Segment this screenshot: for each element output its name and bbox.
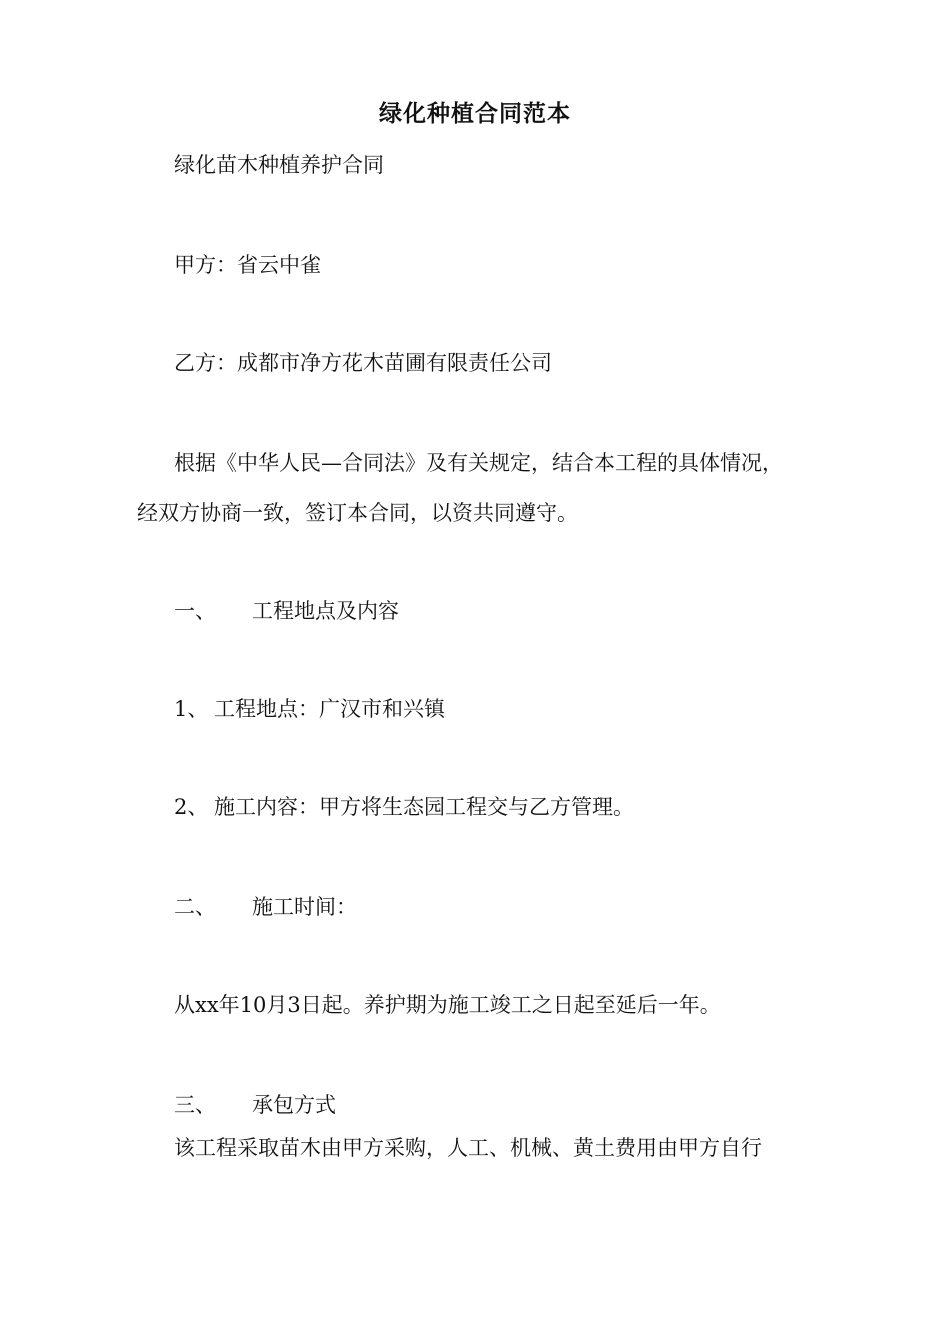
party-b: 乙方：成都市净方花木苗圃有限责任公司	[174, 351, 552, 375]
item-1-text: 工程地点：广汉市和兴镇	[214, 697, 445, 721]
section-3-heading	[174, 1090, 336, 1120]
item-2-text: 施工内容：甲方将生态园工程交与乙方管理。	[214, 795, 634, 819]
section-3-number: 三、	[174, 1093, 216, 1117]
contract-text: 该工程采取苗木由甲方采购，人工、机械、黄土费用由甲方自行	[174, 1136, 762, 1160]
item-1-number: 1、	[174, 697, 209, 721]
item-2	[174, 792, 634, 822]
preamble-line-1: 根据《中华人民—合同法》及有关规定，结合本工程的具体情况，	[174, 451, 783, 475]
section-2-number: 二、	[174, 895, 216, 919]
section-1-number: 一、	[174, 599, 216, 623]
preamble-line-2: 经双方协商一致，签订本合同，以资共同遵守。	[137, 501, 578, 525]
section-1-heading	[174, 596, 399, 626]
document-subtitle: 绿化苗木种植养护合同	[174, 153, 384, 177]
time-text: 从xx年10月3日起。养护期为施工竣工之日起至延后一年。	[174, 993, 721, 1017]
section-1-title: 工程地点及内容	[252, 599, 399, 623]
section-2-title: 施工时间：	[252, 895, 357, 919]
item-2-number: 2、	[174, 795, 209, 819]
party-a: 甲方：省云中雀	[174, 253, 321, 277]
document-title: 绿化种植合同范本	[379, 100, 571, 127]
item-1	[174, 694, 445, 724]
section-2-heading	[174, 892, 357, 922]
section-3-title: 承包方式	[252, 1093, 336, 1117]
